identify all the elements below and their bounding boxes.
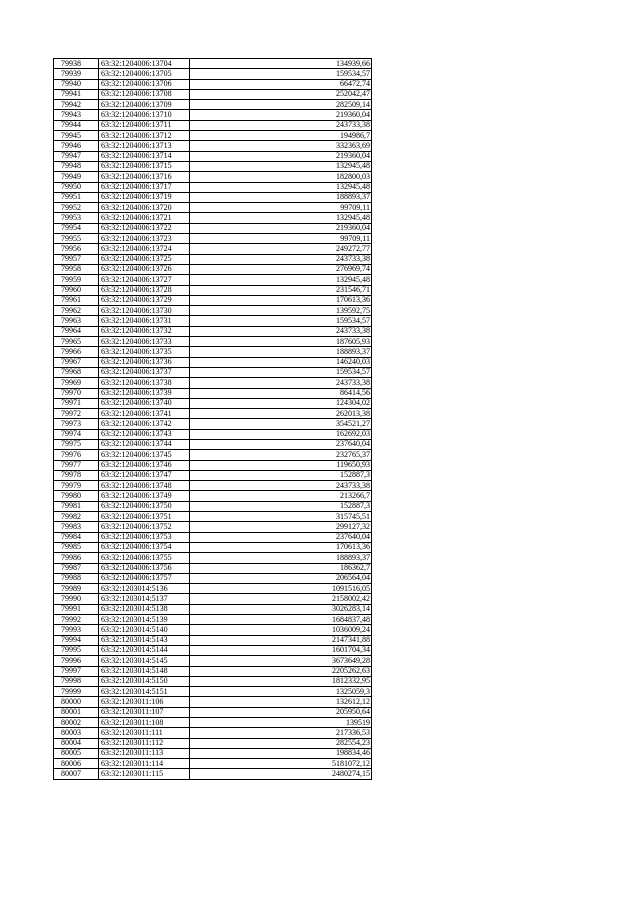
cadastral-number-cell: 63:32:1204006:13727 [99, 275, 190, 285]
table-row [54, 718, 372, 728]
table-row [54, 151, 372, 161]
value-cell: 262013,38 [190, 409, 372, 419]
table-row [54, 347, 372, 357]
value-cell: 243733,38 [190, 481, 372, 491]
cadastral-number-cell: 63:32:1204006:13741 [99, 409, 190, 419]
table-row [54, 337, 372, 347]
cadastral-number-cell: 63:32:1204006:13705 [99, 69, 190, 79]
row-number-cell: 79987 [54, 563, 99, 573]
value-cell: 198834,46 [190, 748, 372, 758]
table-row [54, 295, 372, 305]
cadastral-number-cell: 63:32:1204006:13756 [99, 563, 190, 573]
row-number-cell: 80003 [54, 728, 99, 738]
table-row [54, 645, 372, 655]
row-number-cell: 79947 [54, 151, 99, 161]
table-row [54, 697, 372, 707]
cadastral-number-cell: 63:32:1204006:13717 [99, 182, 190, 192]
row-number-cell: 79971 [54, 398, 99, 408]
cadastral-number-cell: 63:32:1204006:13744 [99, 439, 190, 449]
table-row [54, 234, 372, 244]
value-cell: 3026283,14 [190, 604, 372, 614]
value-cell: 119650,93 [190, 460, 372, 470]
value-cell: 162692,03 [190, 429, 372, 439]
value-cell: 243733,38 [190, 378, 372, 388]
cadastral-number-cell: 63:32:1204006:13706 [99, 79, 190, 89]
cadastral-number-cell: 63:32:1204006:13713 [99, 141, 190, 151]
value-cell: 187605,93 [190, 337, 372, 347]
value-cell: 188893,37 [190, 347, 372, 357]
table-row [54, 213, 372, 223]
cadastral-number-cell: 63:32:1204006:13750 [99, 501, 190, 511]
cadastral-number-cell: 63:32:1203014:5148 [99, 666, 190, 676]
value-cell: 188893,37 [190, 192, 372, 202]
value-cell: 99709,11 [190, 234, 372, 244]
table-row [54, 419, 372, 429]
row-number-cell: 79941 [54, 89, 99, 99]
row-number-cell: 79955 [54, 234, 99, 244]
cadastral-number-cell: 63:32:1203014:5145 [99, 656, 190, 666]
value-cell: 232765,37 [190, 450, 372, 460]
table-row [54, 223, 372, 233]
table-row [54, 656, 372, 666]
table-row [54, 409, 372, 419]
value-cell: 2158002,42 [190, 594, 372, 604]
table-row [54, 594, 372, 604]
row-number-cell: 79957 [54, 254, 99, 264]
table-row [54, 161, 372, 171]
row-number-cell: 79988 [54, 573, 99, 583]
table-row [54, 491, 372, 501]
value-cell: 282554,23 [190, 738, 372, 748]
cadastral-number-cell: 63:32:1204006:13712 [99, 131, 190, 141]
row-number-cell: 79995 [54, 645, 99, 655]
value-cell: 217336,53 [190, 728, 372, 738]
row-number-cell: 79951 [54, 192, 99, 202]
table-row [54, 563, 372, 573]
cadastral-number-cell: 63:32:1203011:113 [99, 748, 190, 758]
value-cell: 276969,74 [190, 264, 372, 274]
cadastral-number-cell: 63:32:1204006:13716 [99, 172, 190, 182]
cadastral-number-cell: 63:32:1203011:107 [99, 707, 190, 717]
value-cell: 1091516,05 [190, 584, 372, 594]
value-cell: 159534,57 [190, 367, 372, 377]
row-number-cell: 79945 [54, 131, 99, 141]
table-row [54, 759, 372, 769]
row-number-cell: 79949 [54, 172, 99, 182]
cadastral-number-cell: 63:32:1204006:13714 [99, 151, 190, 161]
cadastral-number-cell: 63:32:1204006:13710 [99, 110, 190, 120]
table-row [54, 481, 372, 491]
value-cell: 170613,36 [190, 542, 372, 552]
row-number-cell: 79982 [54, 512, 99, 522]
row-number-cell: 80004 [54, 738, 99, 748]
cadastral-number-cell: 63:32:1204006:13731 [99, 316, 190, 326]
row-number-cell: 79981 [54, 501, 99, 511]
value-cell: 152887,3 [190, 470, 372, 480]
row-number-cell: 79939 [54, 69, 99, 79]
cadastral-number-cell: 63:32:1204006:13739 [99, 388, 190, 398]
cadastral-number-cell: 63:32:1203011:108 [99, 718, 190, 728]
table-row [54, 429, 372, 439]
table-row [54, 264, 372, 274]
table-row [54, 707, 372, 717]
row-number-cell: 79959 [54, 275, 99, 285]
row-number-cell: 80005 [54, 748, 99, 758]
row-number-cell: 79942 [54, 100, 99, 110]
value-cell: 1601704,34 [190, 645, 372, 655]
cadastral-value-table [53, 58, 372, 780]
row-number-cell: 79950 [54, 182, 99, 192]
value-cell: 332363,69 [190, 141, 372, 151]
value-cell: 354521,27 [190, 419, 372, 429]
row-number-cell: 79980 [54, 491, 99, 501]
row-number-cell: 79956 [54, 244, 99, 254]
table-row [54, 398, 372, 408]
row-number-cell: 79954 [54, 223, 99, 233]
row-number-cell: 79997 [54, 666, 99, 676]
table-row [54, 460, 372, 470]
table-row [54, 625, 372, 635]
cadastral-number-cell: 63:32:1203011:111 [99, 728, 190, 738]
row-number-cell: 79990 [54, 594, 99, 604]
row-number-cell: 79972 [54, 409, 99, 419]
table-row [54, 254, 372, 264]
table-row [54, 120, 372, 130]
cadastral-number-cell: 63:32:1204006:13738 [99, 378, 190, 388]
cadastral-number-cell: 63:32:1203014:5151 [99, 687, 190, 697]
cadastral-number-cell: 63:32:1204006:13752 [99, 522, 190, 532]
row-number-cell: 79985 [54, 542, 99, 552]
cadastral-number-cell: 63:32:1204006:13735 [99, 347, 190, 357]
table-row [54, 285, 372, 295]
cadastral-number-cell: 63:32:1204006:13746 [99, 460, 190, 470]
value-cell: 2205262,63 [190, 666, 372, 676]
value-cell: 243733,38 [190, 254, 372, 264]
value-cell: 315745,51 [190, 512, 372, 522]
table-row [54, 59, 372, 69]
table-row [54, 79, 372, 89]
table-row [54, 326, 372, 336]
cadastral-number-cell: 63:32:1204006:13711 [99, 120, 190, 130]
value-cell: 1036009,24 [190, 625, 372, 635]
row-number-cell: 80007 [54, 769, 99, 779]
value-cell: 132945,48 [190, 213, 372, 223]
table-row [54, 728, 372, 738]
value-cell: 124304,02 [190, 398, 372, 408]
row-number-cell: 79946 [54, 141, 99, 151]
value-cell: 1812332,95 [190, 676, 372, 686]
cadastral-number-cell: 63:32:1204006:13740 [99, 398, 190, 408]
row-number-cell: 79953 [54, 213, 99, 223]
cadastral-number-cell: 63:32:1204006:13742 [99, 419, 190, 429]
value-cell: 146240,03 [190, 357, 372, 367]
cadastral-number-cell: 63:32:1204006:13749 [99, 491, 190, 501]
table-row [54, 522, 372, 532]
table-body [54, 59, 372, 780]
table-row [54, 110, 372, 120]
table-row [54, 378, 372, 388]
row-number-cell: 79966 [54, 347, 99, 357]
value-cell: 2480274,15 [190, 769, 372, 779]
row-number-cell: 79962 [54, 306, 99, 316]
table-row [54, 635, 372, 645]
cadastral-number-cell: 63:32:1203014:5138 [99, 604, 190, 614]
value-cell: 237640,04 [190, 532, 372, 542]
row-number-cell: 79944 [54, 120, 99, 130]
cadastral-number-cell: 63:32:1204006:13715 [99, 161, 190, 171]
table-row [54, 182, 372, 192]
value-cell: 1684837,48 [190, 615, 372, 625]
cadastral-number-cell: 63:32:1204006:13723 [99, 234, 190, 244]
row-number-cell: 79978 [54, 470, 99, 480]
row-number-cell: 79979 [54, 481, 99, 491]
cadastral-number-cell: 63:32:1203014:5144 [99, 645, 190, 655]
value-cell: 249272,77 [190, 244, 372, 254]
row-number-cell: 79968 [54, 367, 99, 377]
row-number-cell: 79960 [54, 285, 99, 295]
cadastral-number-cell: 63:32:1204006:13704 [99, 59, 190, 69]
row-number-cell: 79984 [54, 532, 99, 542]
table-row [54, 357, 372, 367]
value-cell: 219360,04 [190, 223, 372, 233]
row-number-cell: 79970 [54, 388, 99, 398]
table-row [54, 687, 372, 697]
table-row [54, 512, 372, 522]
table-row [54, 141, 372, 151]
value-cell: 188893,37 [190, 553, 372, 563]
cadastral-number-cell: 63:32:1204006:13751 [99, 512, 190, 522]
value-cell: 134939,66 [190, 59, 372, 69]
table-row [54, 604, 372, 614]
cadastral-number-cell: 63:32:1203014:5143 [99, 635, 190, 645]
row-number-cell: 79983 [54, 522, 99, 532]
row-number-cell: 79973 [54, 419, 99, 429]
cadastral-number-cell: 63:32:1204006:13719 [99, 192, 190, 202]
row-number-cell: 79977 [54, 460, 99, 470]
row-number-cell: 79965 [54, 337, 99, 347]
row-number-cell: 79992 [54, 615, 99, 625]
cadastral-number-cell: 63:32:1203014:5150 [99, 676, 190, 686]
value-cell: 99709,11 [190, 203, 372, 213]
value-cell: 3673649,28 [190, 656, 372, 666]
row-number-cell: 79952 [54, 203, 99, 213]
cadastral-number-cell: 63:32:1204006:13736 [99, 357, 190, 367]
value-cell: 243733,38 [190, 326, 372, 336]
value-cell: 2147341,88 [190, 635, 372, 645]
cadastral-number-cell: 63:32:1204006:13724 [99, 244, 190, 254]
row-number-cell: 79974 [54, 429, 99, 439]
table-row [54, 738, 372, 748]
row-number-cell: 79994 [54, 635, 99, 645]
row-number-cell: 79986 [54, 553, 99, 563]
table-row [54, 573, 372, 583]
row-number-cell: 79996 [54, 656, 99, 666]
value-cell: 194986,7 [190, 131, 372, 141]
value-cell: 86414,56 [190, 388, 372, 398]
value-cell: 159534,57 [190, 69, 372, 79]
table-row [54, 244, 372, 254]
table-row [54, 203, 372, 213]
cadastral-number-cell: 63:32:1204006:13730 [99, 306, 190, 316]
value-cell: 5181072,12 [190, 759, 372, 769]
value-cell: 205950,64 [190, 707, 372, 717]
row-number-cell: 79961 [54, 295, 99, 305]
row-number-cell: 79963 [54, 316, 99, 326]
table-row [54, 501, 372, 511]
cadastral-number-cell: 63:32:1204006:13757 [99, 573, 190, 583]
value-cell: 237640,04 [190, 439, 372, 449]
value-cell: 139519 [190, 718, 372, 728]
cadastral-number-cell: 63:32:1204006:13726 [99, 264, 190, 274]
row-number-cell: 79976 [54, 450, 99, 460]
cadastral-number-cell: 63:32:1204006:13729 [99, 295, 190, 305]
cadastral-number-cell: 63:32:1204006:13721 [99, 213, 190, 223]
value-cell: 219360,04 [190, 110, 372, 120]
value-cell: 206564,04 [190, 573, 372, 583]
row-number-cell: 80002 [54, 718, 99, 728]
cadastral-number-cell: 63:32:1204006:13748 [99, 481, 190, 491]
table-row [54, 439, 372, 449]
value-cell: 66472,74 [190, 79, 372, 89]
cadastral-number-cell: 63:32:1203014:5137 [99, 594, 190, 604]
cadastral-number-cell: 63:32:1203011:115 [99, 769, 190, 779]
table-row [54, 89, 372, 99]
row-number-cell: 79948 [54, 161, 99, 171]
table-row [54, 450, 372, 460]
cadastral-number-cell: 63:32:1204006:13709 [99, 100, 190, 110]
value-cell: 243733,38 [190, 120, 372, 130]
table-row [54, 306, 372, 316]
value-cell: 182800,03 [190, 172, 372, 182]
cadastral-number-cell: 63:32:1204006:13755 [99, 553, 190, 563]
row-number-cell: 79958 [54, 264, 99, 274]
table-row [54, 388, 372, 398]
cadastral-number-cell: 63:32:1204006:13733 [99, 337, 190, 347]
row-number-cell: 79991 [54, 604, 99, 614]
value-cell: 1325059,3 [190, 687, 372, 697]
row-number-cell: 79943 [54, 110, 99, 120]
value-cell: 132945,48 [190, 182, 372, 192]
cadastral-number-cell: 63:32:1204006:13747 [99, 470, 190, 480]
row-number-cell: 79940 [54, 79, 99, 89]
cadastral-number-cell: 63:32:1204006:13728 [99, 285, 190, 295]
table-row [54, 367, 372, 377]
table-row [54, 172, 372, 182]
table-row [54, 275, 372, 285]
row-number-cell: 79964 [54, 326, 99, 336]
table-row [54, 69, 372, 79]
cadastral-number-cell: 63:32:1204006:13753 [99, 532, 190, 542]
table-row [54, 553, 372, 563]
cadastral-number-cell: 63:32:1203011:112 [99, 738, 190, 748]
table-row [54, 192, 372, 202]
table-row [54, 100, 372, 110]
cadastral-number-cell: 63:32:1204006:13737 [99, 367, 190, 377]
row-number-cell: 79938 [54, 59, 99, 69]
cadastral-number-cell: 63:32:1203011:114 [99, 759, 190, 769]
cadastral-number-cell: 63:32:1203014:5140 [99, 625, 190, 635]
row-number-cell: 79967 [54, 357, 99, 367]
value-cell: 299127,32 [190, 522, 372, 532]
row-number-cell: 79969 [54, 378, 99, 388]
cadastral-number-cell: 63:32:1204006:13708 [99, 89, 190, 99]
table-row [54, 470, 372, 480]
value-cell: 132945,48 [190, 161, 372, 171]
cadastral-number-cell: 63:32:1204006:13754 [99, 542, 190, 552]
table-row [54, 542, 372, 552]
value-cell: 132612,12 [190, 697, 372, 707]
row-number-cell: 79975 [54, 439, 99, 449]
row-number-cell: 80001 [54, 707, 99, 717]
row-number-cell: 79989 [54, 584, 99, 594]
value-cell: 159534,57 [190, 316, 372, 326]
value-cell: 152887,3 [190, 501, 372, 511]
cadastral-number-cell: 63:32:1204006:13745 [99, 450, 190, 460]
table-row [54, 666, 372, 676]
value-cell: 139592,75 [190, 306, 372, 316]
row-number-cell: 80006 [54, 759, 99, 769]
row-number-cell: 79998 [54, 676, 99, 686]
cadastral-number-cell: 63:32:1203014:5139 [99, 615, 190, 625]
row-number-cell: 79999 [54, 687, 99, 697]
cadastral-number-cell: 63:32:1203011:106 [99, 697, 190, 707]
row-number-cell: 79993 [54, 625, 99, 635]
table-row [54, 769, 372, 779]
table-row [54, 748, 372, 758]
value-cell: 231546,71 [190, 285, 372, 295]
cadastral-number-cell: 63:32:1204006:13743 [99, 429, 190, 439]
table-row [54, 584, 372, 594]
table-row [54, 615, 372, 625]
table-row [54, 131, 372, 141]
cadastral-number-cell: 63:32:1204006:13722 [99, 223, 190, 233]
value-cell: 282509,14 [190, 100, 372, 110]
value-cell: 219360,04 [190, 151, 372, 161]
value-cell: 170613,36 [190, 295, 372, 305]
cadastral-number-cell: 63:32:1204006:13720 [99, 203, 190, 213]
cadastral-number-cell: 63:32:1204006:13732 [99, 326, 190, 336]
value-cell: 132945,48 [190, 275, 372, 285]
value-cell: 252042,47 [190, 89, 372, 99]
table-row [54, 532, 372, 542]
cadastral-number-cell: 63:32:1204006:13725 [99, 254, 190, 264]
table-row [54, 676, 372, 686]
value-cell: 213266,7 [190, 491, 372, 501]
cadastral-number-cell: 63:32:1203014:5136 [99, 584, 190, 594]
table-row [54, 316, 372, 326]
row-number-cell: 80000 [54, 697, 99, 707]
value-cell: 186362,7 [190, 563, 372, 573]
